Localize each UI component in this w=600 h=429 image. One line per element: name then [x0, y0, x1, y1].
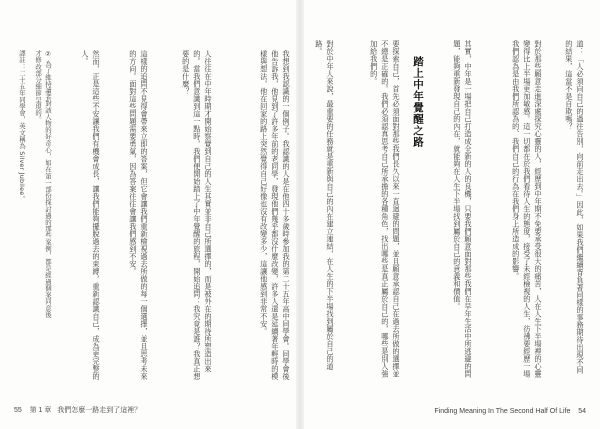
right-paragraph-3: 其實，中年是一場把自己打造成全新的人的良機，只要我們願意面對那些我們在早年生活中所逃避的問題，能夠重新發現自己的內在，就能夠在人生下半場找到屬於自己的意義和價值。: [452, 40, 473, 378]
right-page-number: 54: [578, 408, 586, 415]
book-gutter: [296, 0, 304, 429]
right-paragraph-4: 要探索自己，首先必須面對那些我們長久以來一直迴避的問題，並且願意承認自己在過去所做的選擇並不總是正確的。我們必須認真思考自己所承擔的各種角色，找出哪些是真正屬於自己的，哪些是別人強加給我們的。: [369, 40, 401, 378]
english-book-title: Finding Meaning In The Second Half Of Life: [434, 408, 571, 415]
right-footer: [434, 408, 586, 415]
left-page: [14, 10, 292, 415]
right-paragraph-5: 對於中年人來說，最重要的任務就是重新與自己的內在建立連結，在人生的下半場找到屬於自己的道路。: [314, 40, 335, 370]
left-paragraph-1: 我想到我認識的一個例子。我認識的人是在他四十多歲時參加我的第二十五年高中同學會。同學會後他告訴我，他見到了許多年前的老同學，發現他們幾乎都沒什麼改變，許多人還是延續著年輕時的模樣與想法，他在回家的路上突然覺得自己好像也沒有改變多少，這讓他感到非常不安。: [259, 50, 291, 380]
left-paragraph-4: 然而，正是這些不安讓我們有機會成長，讓我們能夠擺脫過去的束縛，重新認識自己，成為更完整的人。: [80, 50, 101, 380]
footnote-2: 譯註：二十五年同學會，英文稱為 Silver Jubilee。: [18, 50, 26, 203]
left-page-number: 55: [14, 407, 22, 414]
left-paragraph-2: 人往往在中年時期才開始察覺到自己的人生其實並非自己所選擇的，而是被外在的期待所塑造出來的。當我們意識到這一點時，我們便開始踏上了中年覺醒的旅程，開始追問：我究竟是誰？我真正想要的是什麼？: [181, 50, 213, 380]
right-paragraph-2: 對於那些願意走進深處探究心靈的人，經歷到中年期不免要承受很大的痛苦，人在人生下半場裡的心靈變得比上半場更加敏感。這一切都在於我們看待人生的態度，接受了未經檢視的人生，彷彿要經歷一場我們認為是由我們所認為的、我們自己的行為在我們身上所造成的影響。: [511, 40, 543, 378]
left-footer: [14, 405, 141, 415]
chapter-title: 我們怎麼一路走到了這裡？: [57, 407, 142, 414]
chapter-label: 第 1 章: [29, 407, 52, 414]
right-page: [306, 10, 586, 415]
footnote-1: ② 為了維持讀者對該人物的好奇心，如在第一部份探討過的那些案例，都是經過個案同意後才修改部分細節呈現的。: [34, 50, 52, 318]
left-paragraph-3: 這樣的追問不見得會帶來立即的答案，但它會讓我們重新檢視過去所做的每一個選擇，並且思考未來的方向。面對這些問題需要勇氣，因為答案往往會讓我們感到不安。: [128, 50, 149, 380]
section-heading: 踏上中年覺醒之路: [412, 56, 424, 148]
right-paragraph-1: 道：「人必須向自己的過往告別，向前走出去。」因此，如果我們繼續背負著同樣的事務期待出現不同的結果，這當不是自欺嗎？: [564, 40, 585, 374]
